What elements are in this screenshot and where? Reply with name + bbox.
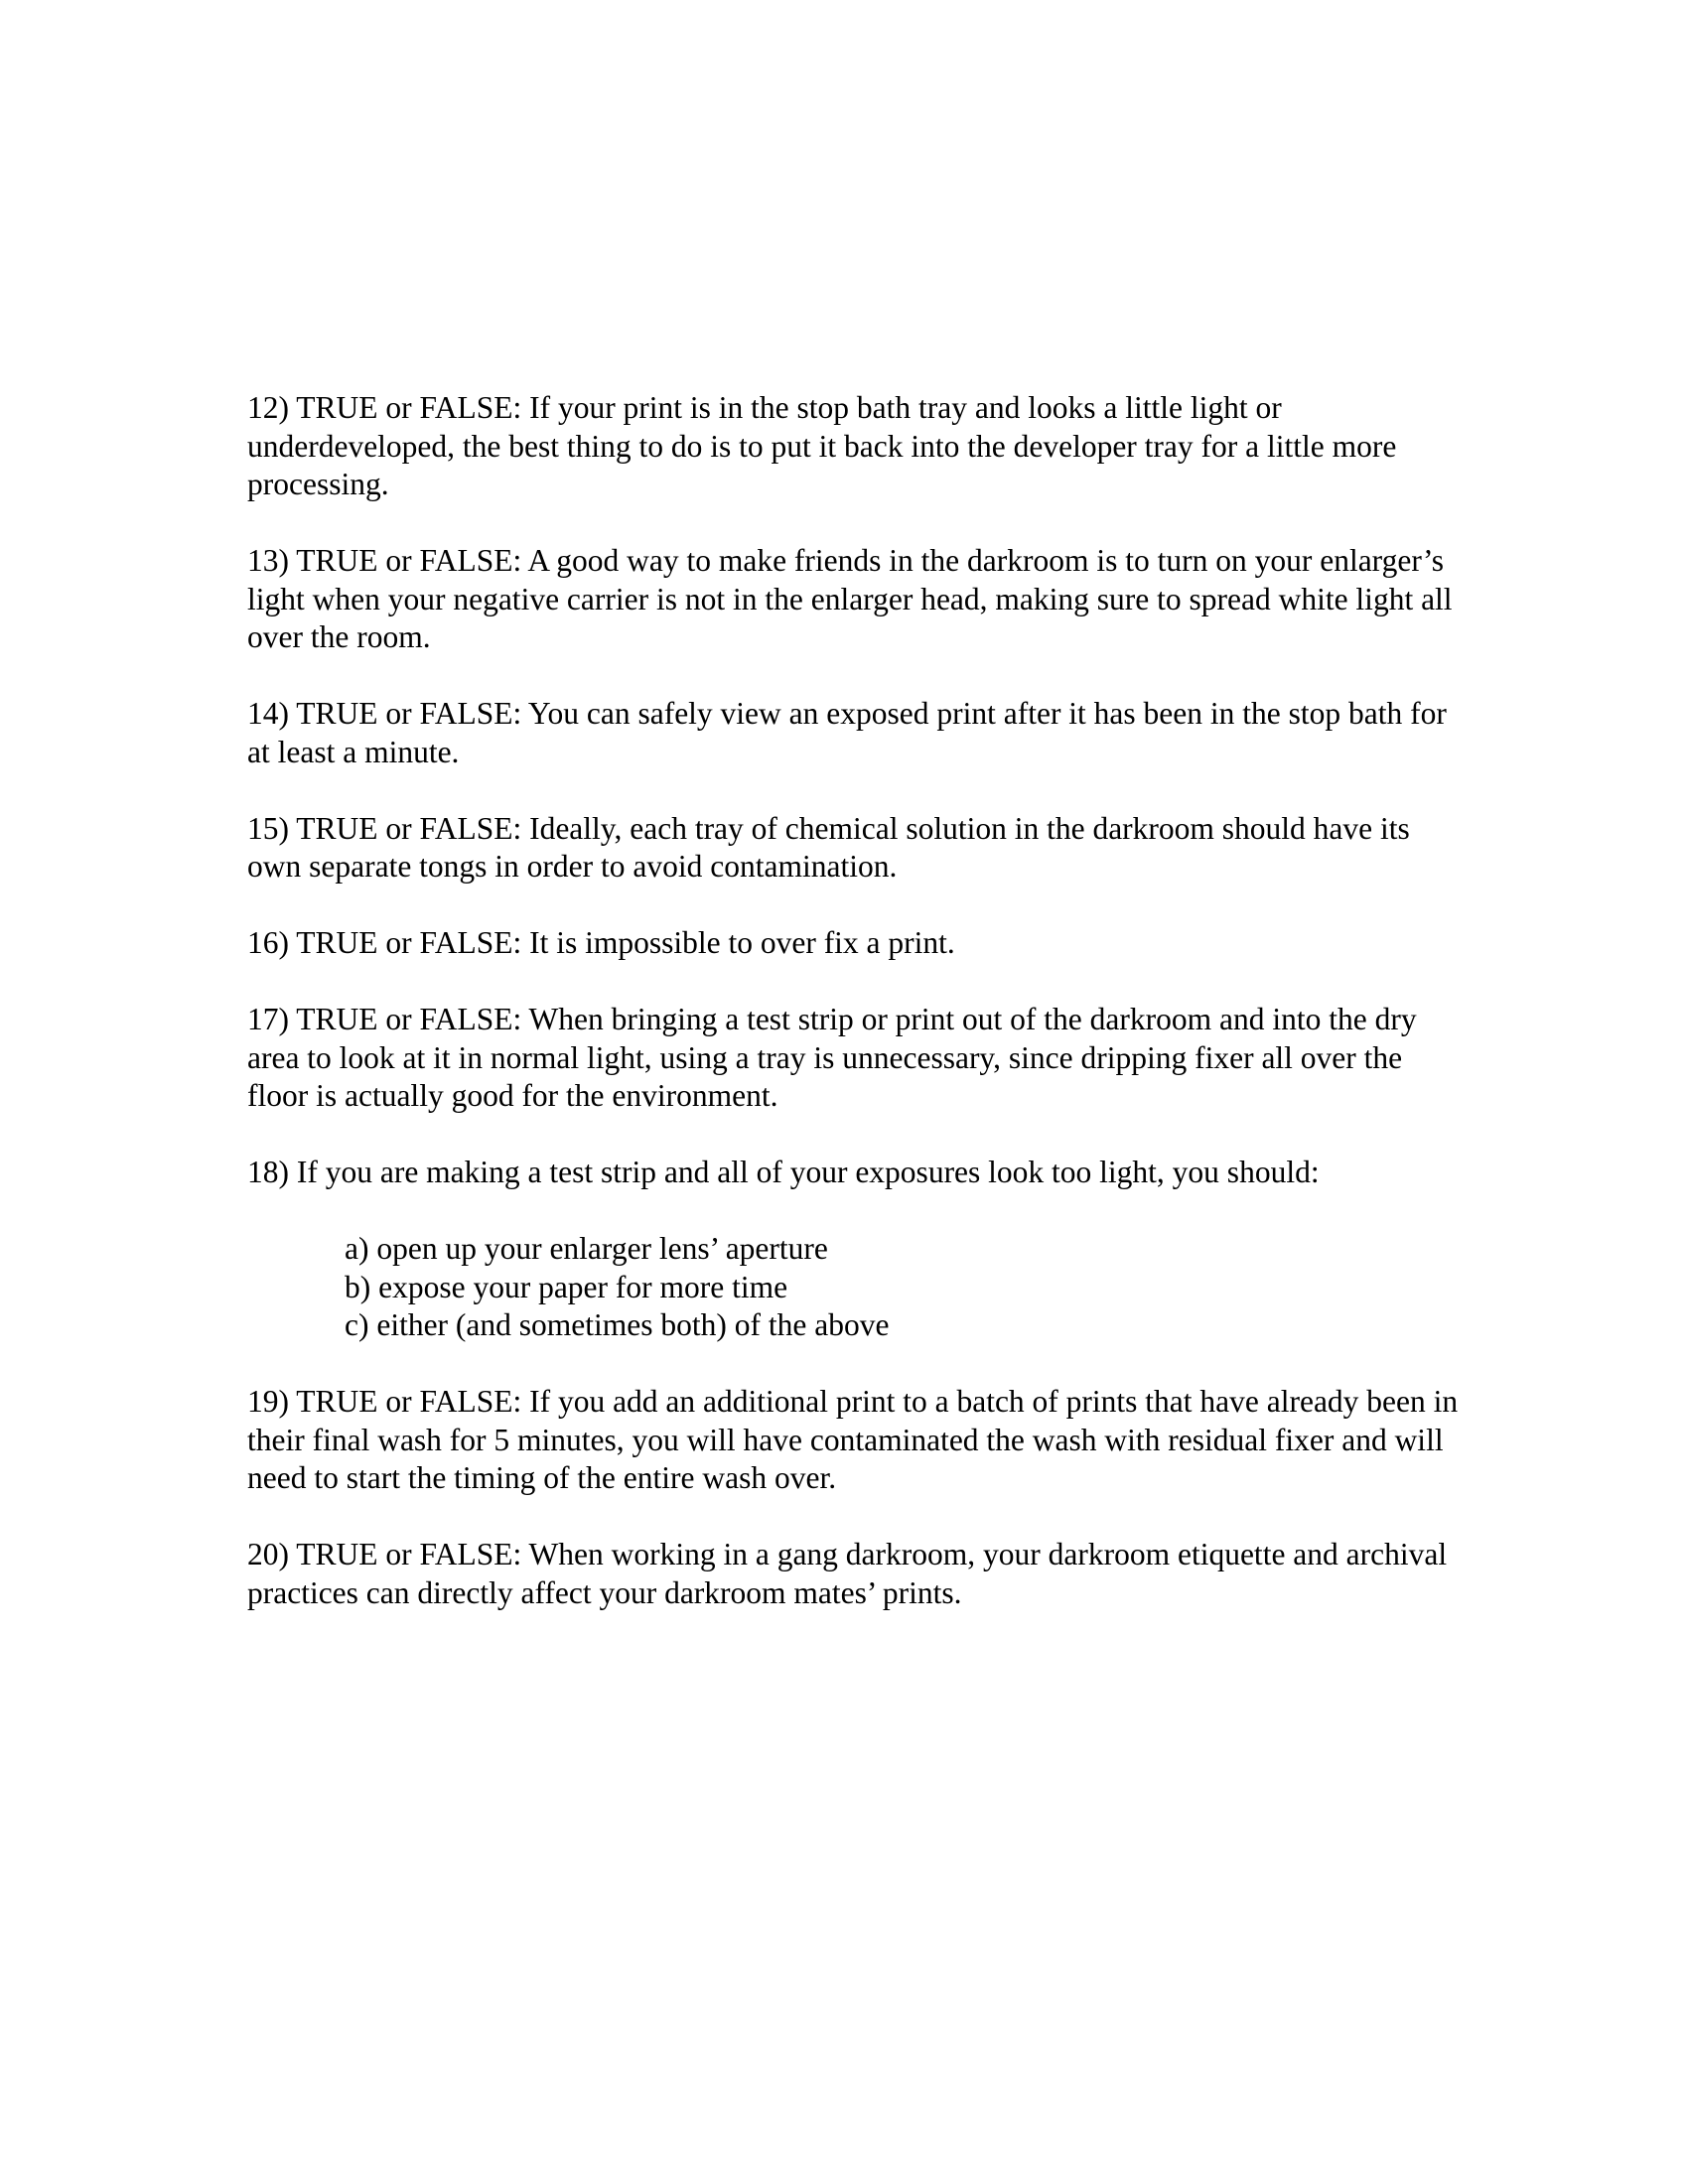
question-18-options [247,1230,1459,1345]
question-19: 19) TRUE or FALSE: If you add an additional print to a batch of prints that have already been in their final wash for 5 minutes, you will have contaminated the wash with residual fixer and will need to start the timing of the entire wash over. [247,1384,1459,1495]
quiz-content [247,389,1459,1651]
question-15: 15) TRUE or FALSE: Ideally, each tray of chemical solution in the darkroom should have its own separate tongs in order to avoid contamination. [247,810,1410,884]
option-b: b) expose your paper for more time [345,1269,788,1304]
question-16: 16) TRUE or FALSE: It is impossible to over fix a print. [247,925,955,960]
question-13: 13) TRUE or FALSE: A good way to make friends in the darkroom is to turn on your enlarger’s light when your negative carrier is not in the enlarger head, making sure to spread white light all over the room. [247,543,1453,654]
question-12: 12) TRUE or FALSE: If your print is in the stop bath tray and looks a little light or underdeveloped, the best thing to do is to put it back into the developer tray for a little more processing. [247,390,1397,501]
question-17: 17) TRUE or FALSE: When bringing a test strip or print out of the darkroom and into the dry area to look at it in normal light, using a tray is unnecessary, since dripping fixer all over the floor is actually good for the environment. [247,1002,1417,1113]
question-14: 14) TRUE or FALSE: You can safely view an exposed print after it has been in the stop bath for at least a minute. [247,696,1447,769]
question-18: 18) If you are making a test strip and all of your exposures look too light, you should: [247,1155,1320,1189]
option-c: c) either (and sometimes both) of the above [345,1307,890,1342]
option-a: a) open up your enlarger lens’ aperture [345,1231,828,1266]
question-20: 20) TRUE or FALSE: When working in a gang darkroom, your darkroom etiquette and archival practices can directly affect your darkroom mates’ prints. [247,1537,1448,1610]
